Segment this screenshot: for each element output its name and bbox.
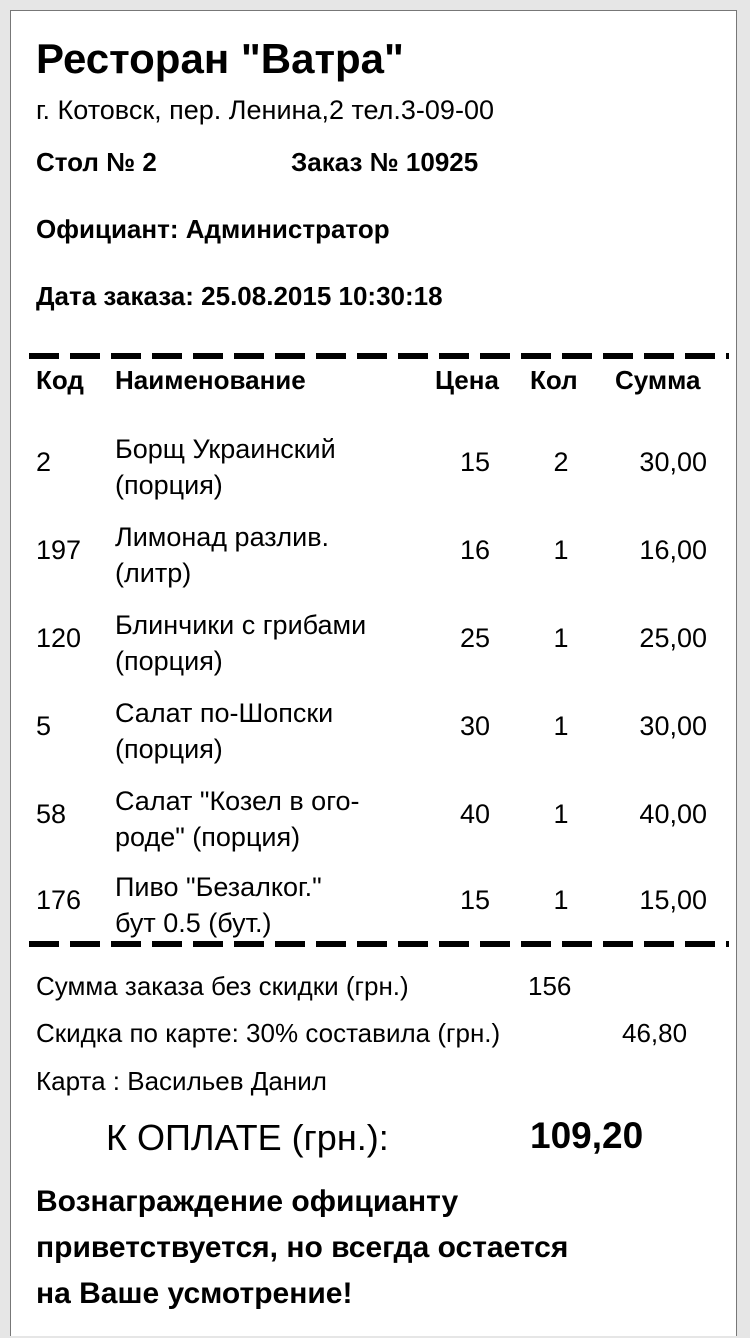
item-sum: 16,00 — [639, 535, 707, 565]
item-code: 197 — [36, 535, 82, 565]
waiter-name: Официант: Администратор — [36, 214, 390, 244]
column-header-qty: Кол — [530, 365, 578, 395]
column-header-sum: Сумма — [615, 365, 701, 395]
tip-note-line3: на Ваше усмотрение! — [36, 1277, 353, 1310]
column-header-price: Цена — [435, 365, 499, 395]
item-code: 176 — [36, 885, 82, 915]
item-name-line2: роде" (порция) — [115, 822, 301, 852]
receipt — [10, 10, 737, 1336]
item-name-line2: (литр) — [115, 558, 192, 588]
item-name — [115, 607, 366, 679]
item-sum: 25,00 — [639, 623, 707, 653]
item-code: 5 — [36, 711, 52, 741]
card-holder: Карта : Васильев Данил — [36, 1066, 327, 1096]
tip-note — [36, 1179, 716, 1317]
item-name-line1: Салат "Козел в ого- — [115, 786, 360, 816]
restaurant-address: г. Котовск, пер. Ленина,2 тел.3-09-00 — [36, 95, 494, 125]
order-number: Заказ № 10925 — [291, 147, 479, 177]
restaurant-name: Ресторан "Ватра" — [36, 35, 404, 82]
item-qty: 1 — [553, 885, 569, 915]
item-qty: 1 — [553, 623, 569, 653]
amount-due-label: К ОПЛАТЕ (грн.): — [106, 1117, 389, 1158]
item-name-line2: (порция) — [115, 734, 223, 764]
item-code: 120 — [36, 623, 82, 653]
item-code: 58 — [36, 799, 67, 829]
item-name — [115, 431, 336, 503]
item-sum: 30,00 — [639, 447, 707, 477]
item-sum: 40,00 — [639, 799, 707, 829]
item-price: 30 — [459, 711, 491, 741]
item-name-line1: Блинчики с грибами — [115, 610, 367, 640]
subtotal-label: Сумма заказа без скидки (грн.) — [36, 971, 409, 1001]
order-date: Дата заказа: 25.08.2015 10:30:18 — [36, 281, 443, 311]
item-name — [115, 783, 359, 855]
item-code: 2 — [36, 447, 52, 477]
item-price: 40 — [459, 799, 491, 829]
discount-value: 46,80 — [622, 1018, 688, 1048]
item-name-line2: (порция) — [115, 646, 223, 676]
table-row — [11, 695, 736, 783]
item-name — [115, 869, 322, 941]
item-name-line2: бут 0.5 (бут.) — [115, 908, 272, 938]
table-row — [11, 431, 736, 519]
item-name — [115, 519, 329, 591]
item-qty: 1 — [553, 535, 569, 565]
table-row — [11, 607, 736, 695]
column-header-code: Код — [36, 365, 84, 395]
item-price: 15 — [459, 885, 491, 915]
column-header-name: Наименование — [115, 365, 306, 395]
item-price: 15 — [459, 447, 491, 477]
table-number: Стол № 2 — [36, 147, 157, 177]
tip-note-line1: Вознаграждение официанту — [36, 1185, 459, 1218]
item-qty: 1 — [553, 799, 569, 829]
dashed-divider-top — [29, 353, 729, 359]
item-name-line1: Салат по-Шопски — [115, 698, 334, 728]
item-name-line1: Лимонад разлив. — [115, 522, 330, 552]
subtotal-value: 156 — [528, 971, 572, 1001]
dashed-divider-bottom — [29, 941, 729, 947]
item-qty: 2 — [553, 447, 569, 477]
table-row — [11, 783, 736, 871]
discount-label: Скидка по карте: 30% составила (грн.) — [36, 1018, 501, 1048]
item-sum: 30,00 — [639, 711, 707, 741]
amount-due-value: 109,20 — [530, 1115, 644, 1156]
item-price: 25 — [459, 623, 491, 653]
item-price: 16 — [459, 535, 491, 565]
item-sum: 15,00 — [639, 885, 707, 915]
item-name-line1: Борщ Украинский — [115, 434, 336, 464]
item-qty: 1 — [553, 711, 569, 741]
table-row — [11, 519, 736, 607]
item-name — [115, 695, 333, 767]
tip-note-line2: приветствуется, но всегда остается — [36, 1231, 569, 1264]
item-name-line2: (порция) — [115, 470, 223, 500]
item-name-line1: Пиво "Безалког." — [115, 872, 322, 902]
